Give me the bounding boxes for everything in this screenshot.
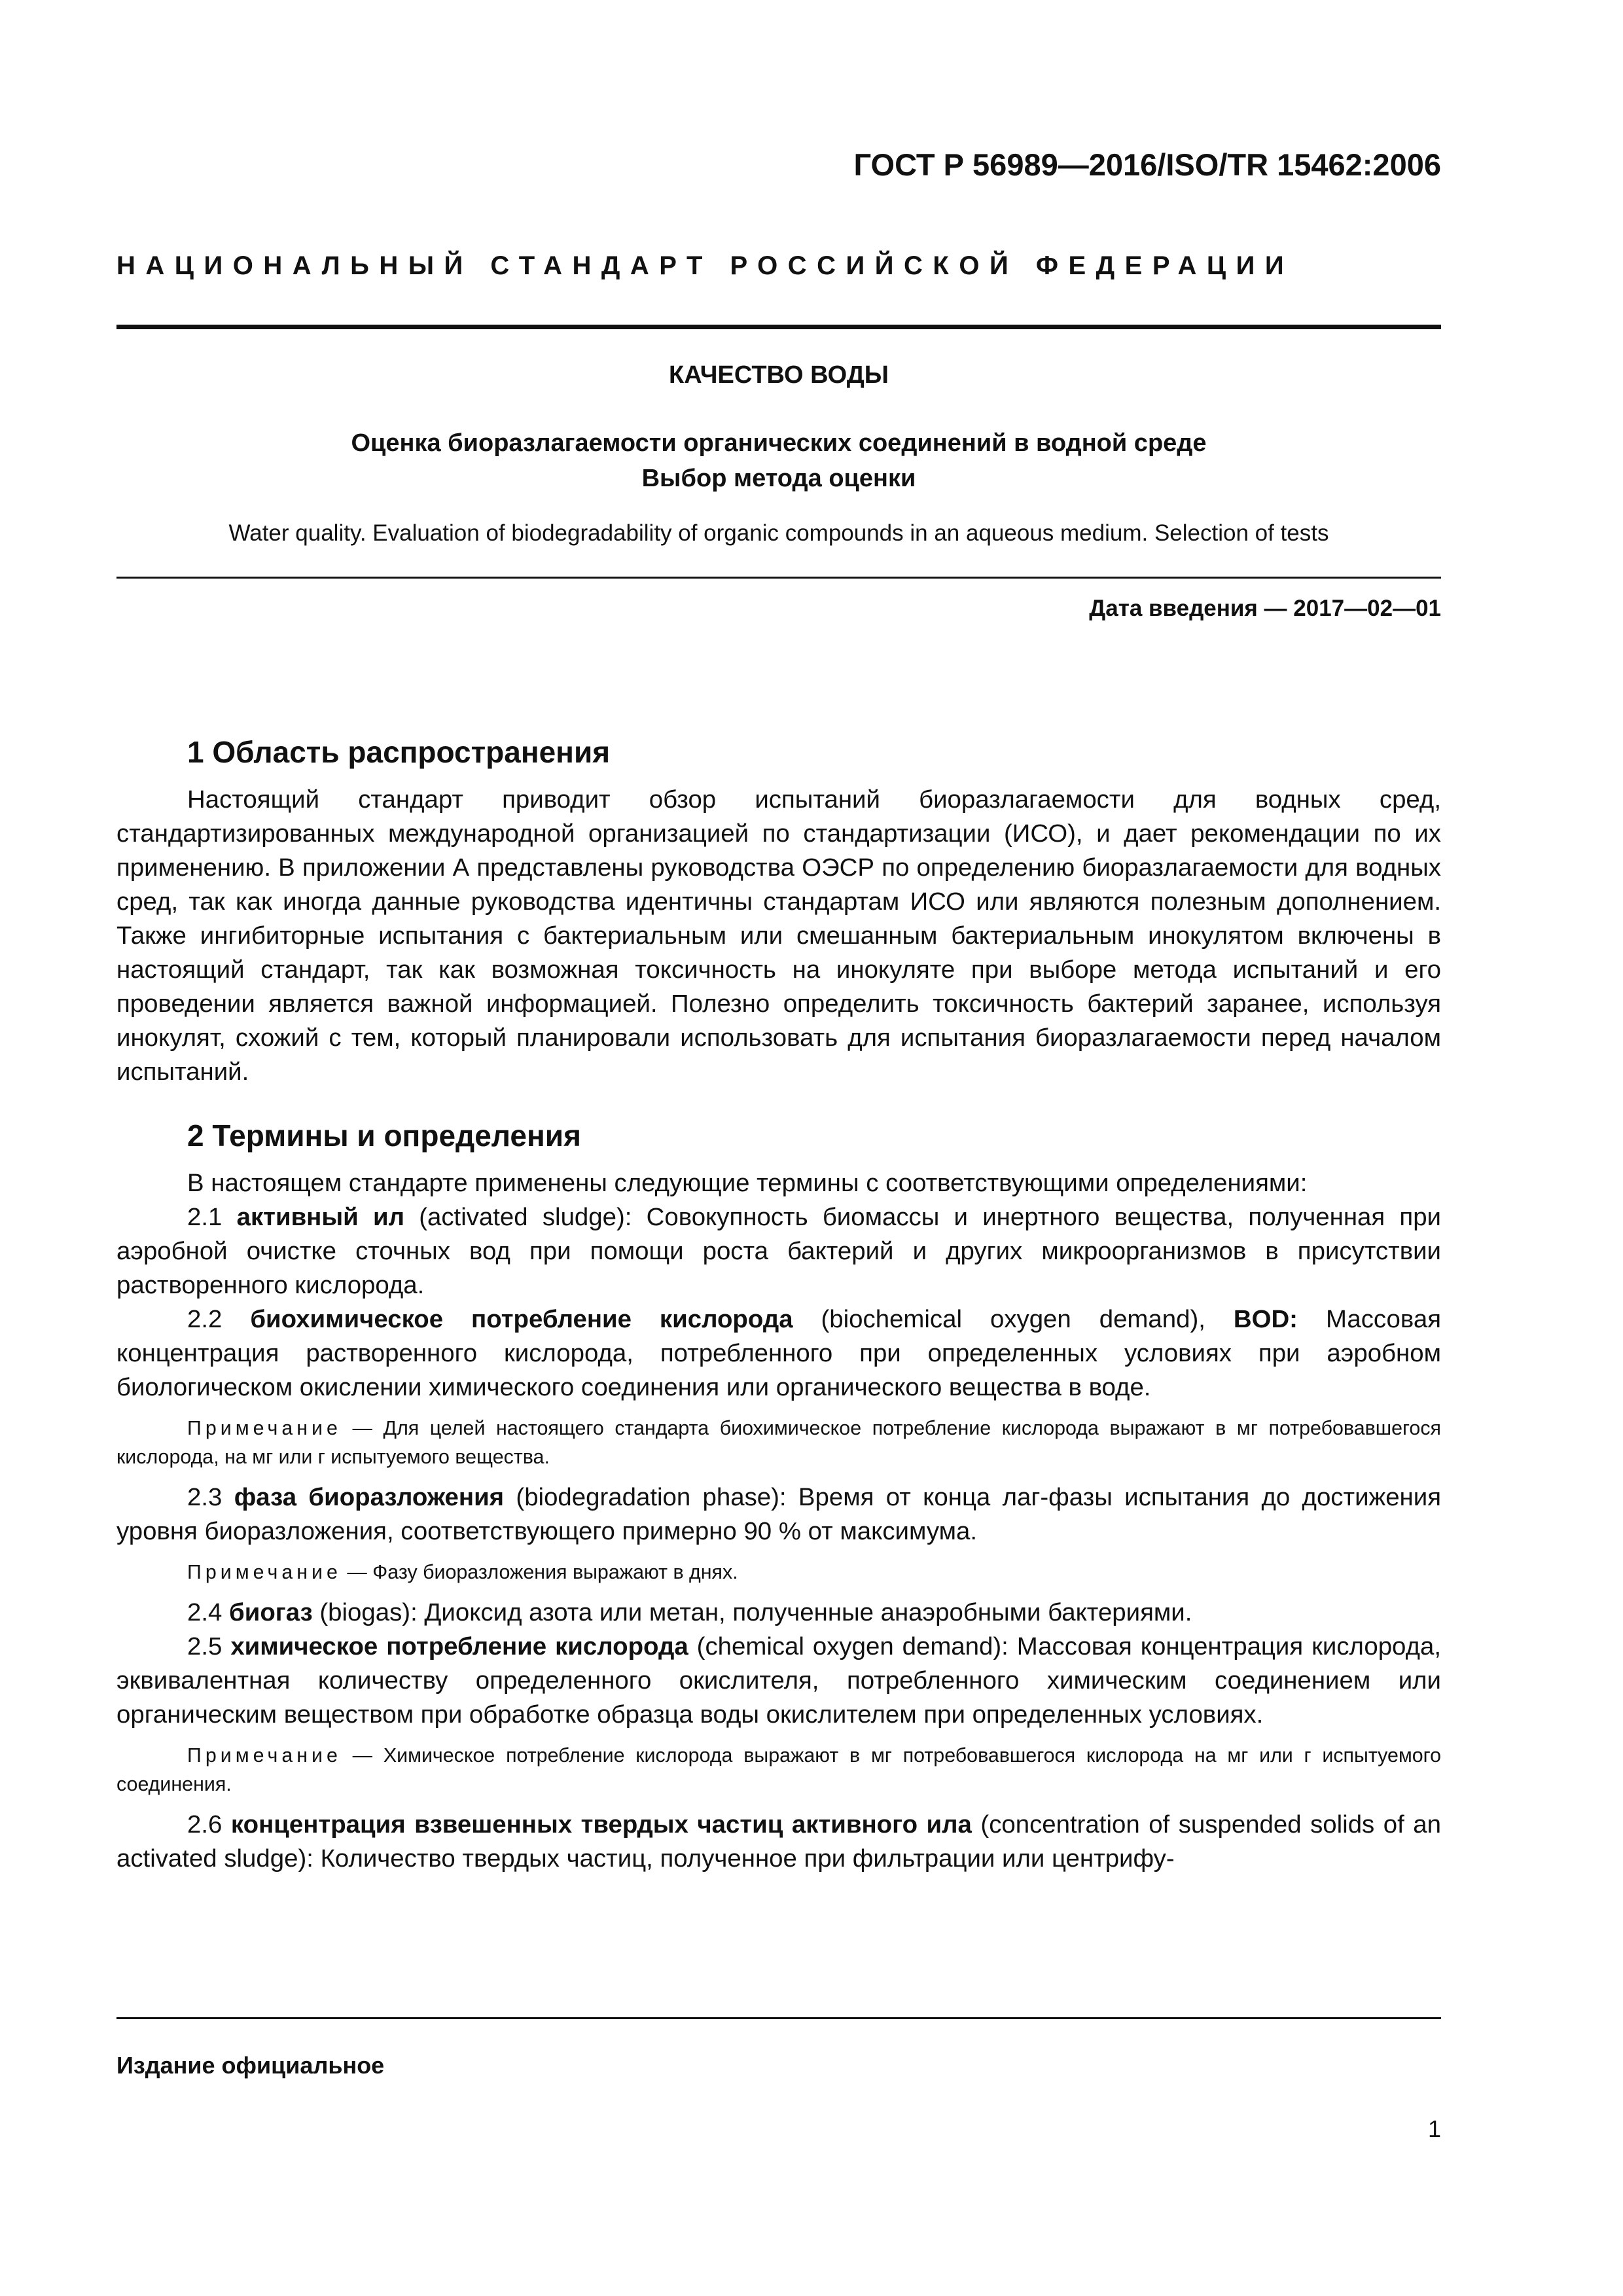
title-main: КАЧЕСТВО ВОДЫ [669,361,889,389]
section-2-intro: В настоящем стандарте применены следующие термины с соответствующими определениями: [187,1169,1308,1197]
national-standard-banner: НАЦИОНАЛЬНЫЙ СТАНДАРТ РОССИЙСКОЙ ФЕДЕРАЦИИ [116,251,1294,280]
term-name: биогаз [229,1598,313,1626]
header-rule [116,325,1441,329]
term-name: активный ил [236,1203,404,1231]
note-label: Примечание [187,1417,342,1439]
note-label: Примечание [187,1561,342,1583]
introduction-date: Дата введения — 2017—02—01 [1089,596,1441,621]
footer-rule [116,2017,1441,2019]
term-name: концентрация взвешенных твердых частиц активного ила [230,1810,972,1839]
term-2-2: 2.2 биохимическое потребление кислорода (biochemical oxygen demand), BOD: Массовая концентрация растворенного кислорода, потребленного при определенных условиях при аэробном биологическом окислении химического соединения или органического вещества в воде. [116,1305,1441,1401]
title-sub-1: Оценка биоразлагаемости органических соединений в водной среде [351,429,1207,457]
term-name: биохимическое потребление кислорода [250,1305,793,1333]
term-2-3: 2.3 фаза биоразложения (biodegradation phase): Время от конца лаг-фазы испытания до достижения уровня биоразложения, соответствующего примерно 90 % от максимума. [116,1483,1441,1545]
document-page [116,0,1441,2296]
note-2-5: Примечание — Химическое потребление кислорода выражают в мг потребовавшегося кислорода на мг или г испытуемого соединения. [116,1744,1441,1795]
term-2-4: 2.4 биогаз (biogas): Диоксид азота или метан, полученные анаэробными бактериями. [187,1598,1192,1626]
term-abbr: BOD: [1233,1305,1298,1333]
note-2-3: Примечание — Фазу биоразложения выражают в днях. [187,1561,738,1583]
section-1 [116,734,1441,1089]
title-rule [116,577,1441,579]
section-1-heading: 1 Область распространения [187,735,611,769]
section-2 [116,1118,1441,1876]
term-name: химическое потребление кислорода [230,1632,688,1660]
term-2-6: 2.6 концентрация взвешенных твердых частиц активного ила (concentration of suspended solids of an activated sludge): Количество твердых частиц, полученное при фильтрации или центрифу- [116,1810,1442,1873]
term-name: фаза биоразложения [234,1483,505,1511]
note-label: Примечание [187,1744,342,1767]
section-2-heading: 2 Термины и определения [187,1119,581,1153]
title-english: Water quality. Evaluation of biodegradability of organic compounds in an aqueous medium. Selection of tests [228,520,1329,546]
page-number: 1 [1427,2115,1441,2142]
standard-code: ГОСТ Р 56989—2016/ISO/TR 15462:2006 [853,147,1441,182]
term-2-5: 2.5 химическое потребление кислорода (chemical oxygen demand): Массовая концентрация кислорода, эквивалентная количеству определенного окислителя, потребленного химическим соединением или органическим веществом при обработке образца воды окислителем при определенных условиях. [116,1632,1441,1729]
section-1-text: Настоящий стандарт приводит обзор испытаний биоразлагаемости для водных сред, стандартизированных международной организацией по стандартизации (ИСО), и дает рекомендации по их применению. В приложении А представлены руководства ОЭСР по определению биоразлагаемости для водных сред, так как иногда данные руководства идентичны стандартам ИСО или являются полезным дополнением. Также ингибиторные испытания с бактериальным или смешанным бактериальным инокулятом включены в настоящий стандарт, так как возможная токсичность на инокуляте при выборе метода испытаний и его проведении является важной информацией. Полезно определить токсичность бактерий заранее, используя инокулят, схожий с тем, который планировали использовать для испытания биоразлагаемости перед началом испытаний. [116,785,1441,1086]
term-2-1: 2.1 активный ил (activated sludge): Совокупность биомассы и инертного вещества, полученная при аэробной очистке сточных вод при помощи роста бактерий и других микроорганизмов в присутствии растворенного кислорода. [116,1203,1441,1299]
note-2-2: Примечание — Для целей настоящего стандарта биохимическое потребление кислорода выражают в мг потребовавшегося кислорода, на мг или г испытуемого вещества. [116,1417,1441,1468]
title-sub-2: Выбор метода оценки [641,465,916,492]
official-edition-label: Издание официальное [116,2052,385,2079]
